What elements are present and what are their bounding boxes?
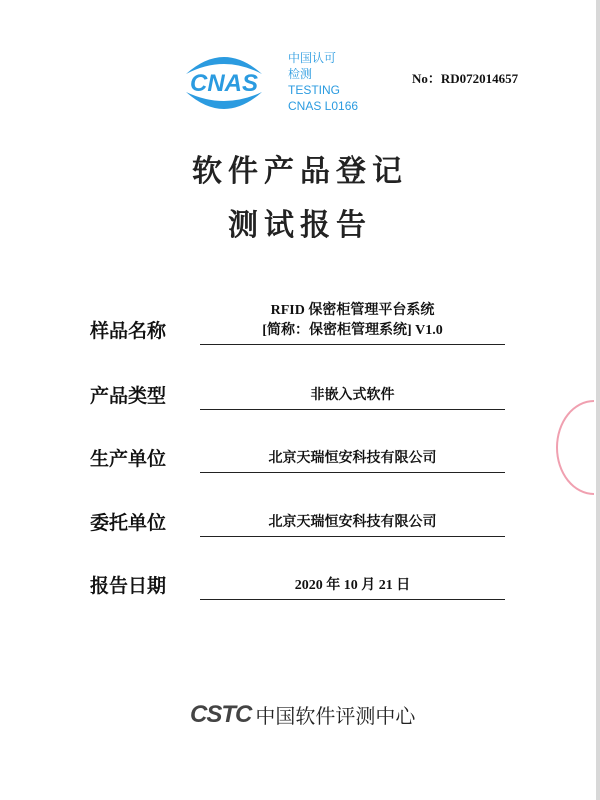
field-label: 报告日期 xyxy=(90,575,167,597)
cert-line: 检测 xyxy=(288,67,313,81)
field-label: 生产单位 xyxy=(90,448,167,470)
footer-logo xyxy=(190,700,415,729)
underline xyxy=(200,472,505,473)
org-name: 中国软件评测中心 xyxy=(255,704,416,728)
field-product-type xyxy=(90,370,510,410)
field-report-date xyxy=(90,560,510,600)
field-label: 委托单位 xyxy=(90,512,167,534)
page-edge xyxy=(596,0,600,800)
report-number: No：RD072014657 xyxy=(412,71,519,86)
underline xyxy=(200,536,505,537)
field-manufacturer xyxy=(90,433,510,473)
red-seal-stamp xyxy=(556,400,594,495)
cnas-logo xyxy=(176,46,272,116)
field-label: 产品类型 xyxy=(90,385,167,407)
field-value xyxy=(200,301,505,341)
field-client xyxy=(90,497,510,537)
underline xyxy=(200,599,505,600)
cert-line: TESTING xyxy=(288,83,341,97)
cert-line: CNAS L0166 xyxy=(288,99,359,113)
field-label: 样品名称 xyxy=(90,320,167,342)
underline xyxy=(200,344,505,345)
field-value: 北京天瑞恒安科技有限公司 xyxy=(268,515,437,530)
field-value: 非嵌入式软件 xyxy=(310,388,395,403)
cnas-certification xyxy=(288,50,358,114)
svg-text:CNAS: CNAS xyxy=(189,70,259,97)
field-value: 2020 年 10 月 21 日 xyxy=(294,578,411,593)
value-line: [简称：保密柜管理系统] V1.0 xyxy=(262,323,443,338)
cstc-logo: CSTC xyxy=(190,700,252,728)
field-value: 北京天瑞恒安科技有限公司 xyxy=(268,451,437,466)
title-line-2: 测试报告 xyxy=(228,208,372,243)
value-line: RFID 保密柜管理平台系统 xyxy=(270,303,435,318)
underline xyxy=(200,409,505,410)
cert-line: 中国认可 xyxy=(288,51,337,65)
field-sample-name xyxy=(90,305,510,345)
title-line-1: 软件产品登记 xyxy=(192,154,408,189)
